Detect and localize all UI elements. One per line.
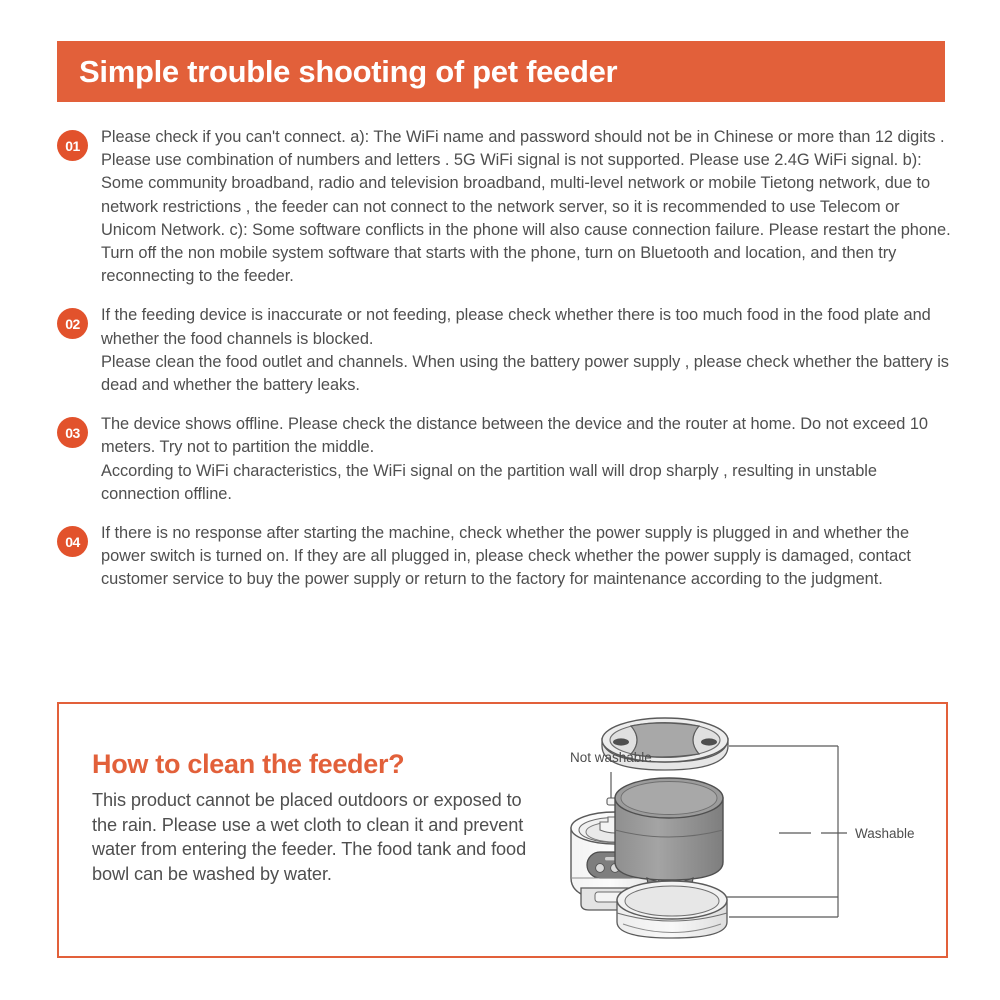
page-header-banner: [57, 41, 945, 102]
page-title: Simple trouble shooting of pet feeder: [79, 53, 618, 89]
how-to-clean-panel: [57, 702, 948, 958]
item-text-03: [101, 413, 957, 506]
washable-connector-lines: [727, 746, 847, 917]
list-item: [57, 304, 957, 397]
list-item: [57, 413, 957, 506]
item-number-badge-04: 04: [57, 526, 88, 557]
item-paragraph: Please check if you can't connect. a): The WiFi name and password should not be in Chinese or more than 12 digits . Please use combination of numbers and letters . 5G WiFi signal is not supported. Please use 2.4G WiFi signal. b): Some community broadband, radio and television broadband, multi-level network or mobile Tietong network, due to network restrictions , the feeder can not connect to the network server, so it is recommended to use Telecom or Unicom Network. c): Some software conflicts in the phone will also cause connection failure. Please restart the phone. Turn off the non mobile system software that starts with the phone, turn on Bluetooth and location, and then try reconnecting to the feeder.: [101, 128, 951, 286]
list-item: [57, 126, 957, 288]
item-text-01: [101, 126, 957, 288]
how-to-clean-body: This product cannot be placed outdoors or exposed to the rain. Please use a wet cloth to clean it and prevent water from entering the feeder. The food tank and food bowl can be washed by water.: [92, 790, 527, 884]
item-number-badge-02: 02: [57, 308, 88, 339]
item-paragraph: If there is no response after starting the machine, check whether the power supply is plugged in and whether the power switch is turned on. If they are all plugged in, please check whether the power supply is damaged, contact customer service to buy the power supply or return to the factory for maintenance according to the judgment.: [101, 524, 911, 589]
how-to-clean-text-block: [92, 749, 552, 886]
not-washable-label: Not washable: [570, 750, 652, 765]
item-text-04: [101, 522, 957, 592]
troubleshooting-list: [57, 126, 957, 604]
item-paragraph: If the feeding device is inaccurate or not feeding, please check whether there is too much food in the food plate and whether the food channels is blocked.: [101, 306, 931, 348]
item-number-badge-03: 03: [57, 417, 88, 448]
item-text-02: [101, 304, 957, 397]
item-paragraph: According to WiFi characteristics, the WiFi signal on the partition wall will drop sharply , resulting in unstable connection offline.: [101, 461, 877, 503]
washable-label: Washable: [855, 826, 915, 841]
feeder-exploded-diagram: [559, 710, 947, 958]
item-number-badge-01: 01: [57, 130, 88, 161]
how-to-clean-heading: How to clean the feeder?: [92, 749, 405, 779]
food-bowl-illustration: [617, 881, 727, 938]
item-paragraph: Please clean the food outlet and channels. When using the battery power supply , please check whether the battery is dead and whether the battery leaks.: [101, 352, 949, 395]
item-paragraph: The device shows offline. Please check the distance between the device and the router at home. Do not exceed 10 meters. Try not to partition the middle.: [101, 415, 928, 457]
list-item: [57, 522, 957, 592]
